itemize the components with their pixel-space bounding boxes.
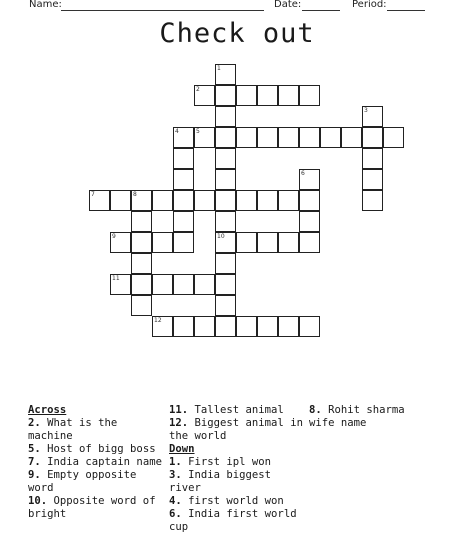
grid-cell[interactable] — [236, 85, 257, 106]
grid-cell[interactable] — [236, 127, 257, 148]
grid-cell[interactable] — [173, 169, 194, 190]
grid-cell[interactable] — [131, 211, 152, 232]
clue-item — [28, 443, 164, 456]
clues-column-3 — [309, 404, 429, 430]
clue-num: 12. — [169, 417, 189, 429]
grid-cell[interactable] — [362, 127, 383, 148]
grid-cell[interactable] — [215, 190, 236, 211]
clue-num: 5. — [28, 443, 41, 455]
grid-cell[interactable] — [257, 232, 278, 253]
puzzle-title: Check out — [159, 18, 315, 49]
clue-item — [169, 456, 305, 469]
clue-number: 1 — [217, 65, 221, 72]
grid-cell[interactable] — [257, 127, 278, 148]
clue-text: Biggest animal in the world — [169, 417, 303, 442]
grid-cell[interactable] — [173, 148, 194, 169]
grid-cell[interactable] — [131, 274, 152, 295]
grid-cell[interactable] — [299, 190, 320, 211]
clue-text: Empty opposite word — [28, 469, 137, 494]
grid-cell[interactable] — [299, 85, 320, 106]
grid-cell[interactable] — [152, 232, 173, 253]
grid-cell[interactable] — [341, 127, 362, 148]
grid-cell[interactable] — [362, 148, 383, 169]
name-label: Name: — [29, 0, 62, 10]
clue-item — [28, 417, 164, 443]
clue-item — [28, 495, 164, 521]
grid-cell[interactable] — [278, 85, 299, 106]
clue-num: 11. — [169, 404, 189, 416]
grid-cell[interactable] — [278, 190, 299, 211]
grid-cell[interactable] — [110, 274, 131, 295]
grid-cell[interactable] — [278, 232, 299, 253]
grid-cell[interactable] — [362, 106, 383, 127]
clue-text: Opposite word of bright — [28, 495, 156, 520]
grid-cell[interactable] — [152, 316, 173, 337]
clue-num: 6. — [169, 508, 182, 520]
grid-cell[interactable] — [194, 127, 215, 148]
grid-cell[interactable] — [362, 190, 383, 211]
grid-cell[interactable] — [257, 85, 278, 106]
grid-cell[interactable] — [215, 169, 236, 190]
grid-cell[interactable] — [320, 127, 341, 148]
grid-cell[interactable] — [236, 232, 257, 253]
grid-cell[interactable] — [110, 190, 131, 211]
grid-cell[interactable] — [173, 232, 194, 253]
clue-number: 11 — [112, 275, 120, 282]
grid-cell[interactable] — [131, 253, 152, 274]
clue-number: 12 — [154, 317, 162, 324]
grid-cell[interactable] — [299, 127, 320, 148]
clue-num: 10. — [28, 495, 48, 507]
grid-cell[interactable] — [299, 169, 320, 190]
date-label: Date: — [274, 0, 302, 10]
clue-number: 9 — [112, 233, 116, 240]
clue-number: 8 — [133, 191, 137, 198]
grid-cell[interactable] — [236, 190, 257, 211]
clues-column-1 — [28, 404, 164, 521]
grid-cell[interactable] — [278, 316, 299, 337]
grid-cell[interactable] — [257, 190, 278, 211]
clue-item — [28, 456, 164, 469]
grid-cell[interactable] — [215, 64, 236, 85]
grid-cell[interactable] — [194, 85, 215, 106]
grid-cell[interactable] — [131, 232, 152, 253]
grid-cell[interactable] — [194, 316, 215, 337]
grid-cell[interactable] — [131, 295, 152, 316]
clue-text: first world won — [181, 495, 284, 507]
clue-num: 3. — [169, 469, 182, 481]
clue-text: India biggest river — [169, 469, 272, 494]
clue-number: 3 — [364, 107, 368, 114]
clue-num: 7. — [28, 456, 41, 468]
grid-cell[interactable] — [173, 127, 194, 148]
grid-cell[interactable] — [215, 316, 236, 337]
grid-cell[interactable] — [89, 190, 110, 211]
grid-cell[interactable] — [236, 316, 257, 337]
clue-text: India captain name — [40, 456, 162, 468]
grid-cell[interactable] — [215, 211, 236, 232]
across-heading: Across — [28, 404, 67, 416]
clue-text: Host of bigg boss — [40, 443, 156, 455]
grid-cell[interactable] — [215, 85, 236, 106]
grid-cell[interactable] — [215, 148, 236, 169]
period-label: Period: — [352, 0, 387, 10]
grid-cell[interactable] — [215, 106, 236, 127]
clue-text: What is the machine — [28, 417, 118, 442]
grid-cell[interactable] — [215, 127, 236, 148]
grid-cell[interactable] — [383, 127, 404, 148]
clue-item — [169, 417, 305, 443]
grid-cell[interactable] — [299, 316, 320, 337]
grid-cell[interactable] — [131, 190, 152, 211]
grid-cell[interactable] — [152, 190, 173, 211]
clue-num: 2. — [28, 417, 41, 429]
clue-number: 2 — [196, 86, 200, 93]
clue-text: Rohit sharma wife name — [309, 404, 405, 429]
grid-cell[interactable] — [173, 190, 194, 211]
grid-cell[interactable] — [215, 274, 236, 295]
clue-item — [169, 469, 305, 495]
clue-number: 6 — [301, 170, 305, 177]
clue-item — [309, 404, 429, 430]
grid-cell[interactable] — [257, 316, 278, 337]
clue-number: 5 — [196, 128, 200, 135]
clue-item — [28, 469, 164, 495]
grid-cell[interactable] — [194, 190, 215, 211]
clue-text: First ipl won — [181, 456, 272, 468]
down-heading: Down — [169, 443, 195, 455]
grid-cell[interactable] — [110, 232, 131, 253]
clue-text: Tallest animal — [188, 404, 284, 416]
clue-num: 9. — [28, 469, 41, 481]
grid-cell[interactable] — [299, 211, 320, 232]
grid-cell[interactable] — [173, 274, 194, 295]
grid-cell[interactable] — [215, 295, 236, 316]
clues-column-2 — [169, 404, 305, 534]
clue-num: 1. — [169, 456, 182, 468]
grid-cell[interactable] — [278, 127, 299, 148]
grid-cell[interactable] — [173, 211, 194, 232]
clue-item — [169, 404, 305, 417]
clue-item — [169, 495, 305, 508]
grid-cell[interactable] — [194, 274, 215, 295]
clue-num: 4. — [169, 495, 182, 507]
grid-cell[interactable] — [299, 232, 320, 253]
clue-num: 8. — [309, 404, 322, 416]
clue-number: 10 — [217, 233, 225, 240]
clue-number: 4 — [175, 128, 179, 135]
clue-item — [169, 508, 305, 534]
grid-cell[interactable] — [215, 253, 236, 274]
grid-cell[interactable] — [152, 274, 173, 295]
grid-cell[interactable] — [215, 232, 236, 253]
clue-number: 7 — [91, 191, 95, 198]
clue-text: India first world cup — [169, 508, 297, 533]
grid-cell[interactable] — [362, 169, 383, 190]
grid-cell[interactable] — [173, 316, 194, 337]
